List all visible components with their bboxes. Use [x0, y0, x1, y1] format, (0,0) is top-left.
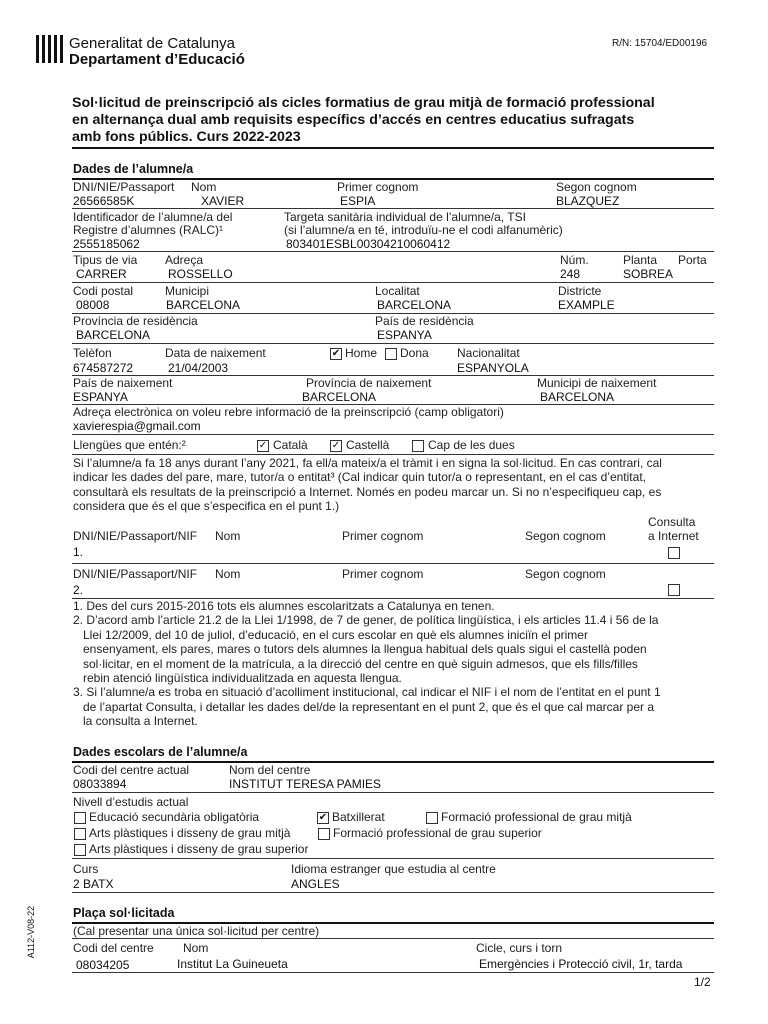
castella-label: Castellà [346, 438, 390, 452]
cognom2-label: Segon cognom [556, 180, 637, 194]
idioma-label: Idioma estranger que estudia al centre [291, 862, 496, 876]
idioma-value[interactable]: ANGLES [291, 877, 340, 891]
ralc-label: Identificador de l’alumne/a del [73, 210, 233, 224]
department-name: Departament d’Educació [69, 51, 245, 68]
reference-number: R/N: 15704/ED00196 [612, 38, 708, 49]
nom-label: Nom [191, 180, 217, 194]
org-name: Generalitat de Catalunya [69, 35, 235, 52]
tsi-value[interactable]: 803401ESBL00304210060412 [286, 237, 451, 251]
fpgs-checkbox[interactable] [318, 828, 330, 840]
batx-label: Batxillerat [332, 810, 385, 824]
llengues-label: Llengües que entén:² [73, 438, 186, 452]
pais-res-value[interactable]: ESPANYA [377, 328, 432, 342]
placa-nom-value[interactable]: Institut La Guineueta [177, 957, 288, 971]
tutor2-consulta-checkbox[interactable] [668, 584, 680, 596]
apgm-label: Arts plàstiques i disseny de grau mitjà [89, 826, 291, 840]
nivell-label: Nivell d’estudis actual [73, 795, 189, 809]
school-codi-value[interactable]: 08033894 [73, 777, 127, 791]
tutor2-c2-label: Segon cognom [525, 567, 606, 581]
tutor2-c1-label: Primer cognom [342, 567, 424, 581]
planta-label: Planta [623, 253, 658, 267]
catala-checkbox[interactable]: ✓ [258, 440, 268, 451]
tutor1-consulta-checkbox[interactable] [668, 547, 680, 559]
naix-value[interactable]: 21/04/2003 [168, 361, 229, 375]
cognom1-value[interactable]: ESPIA [340, 194, 376, 208]
municipi-value[interactable]: BARCELONA [166, 298, 241, 312]
fpgs-label: Formació professional de grau superior [333, 826, 542, 840]
fpgm-checkbox[interactable] [426, 812, 438, 824]
apgs-checkbox[interactable] [74, 844, 86, 856]
districte-value[interactable]: EXAMPLE [558, 298, 615, 312]
via-label: Tipus de via [73, 253, 138, 267]
ralc-value[interactable]: 2555185062 [73, 237, 140, 251]
cp-label: Codi postal [73, 284, 134, 298]
nac-label: Nacionalitat [457, 346, 520, 360]
tel-value[interactable]: 674587272 [73, 361, 134, 375]
tel-label: Telèfon [73, 346, 112, 360]
page-number: 1/2 [694, 975, 711, 989]
tsi-label: Targeta sanitària individual de l’alumne/a, TSI [284, 210, 526, 224]
tutor1-c2-label: Segon cognom [525, 529, 606, 543]
prov-res-label: Província de residència [73, 314, 198, 328]
catala-label: Català [273, 438, 308, 452]
prov-naix-label: Província de naixement [306, 376, 432, 390]
mun-naix-value[interactable]: BARCELONA [540, 390, 615, 404]
dona-checkbox[interactable] [385, 348, 397, 360]
email-label: Adreça electrònica on voleu rebre informació de la preinscripció (camp obligatori) [73, 405, 504, 419]
fpgm-label: Formació professional de grau mitjà [441, 810, 632, 824]
curs-value[interactable]: 2 BATX [73, 877, 114, 891]
consulta-label: Consulta [648, 515, 696, 529]
tutor2-dni-label: DNI/NIE/Passaport/NIF [73, 567, 198, 581]
batx-checkbox[interactable]: ✔ [318, 812, 328, 823]
section-title-school: Dades escolars de l’alumne/a [73, 745, 248, 759]
eso-label: Educació secundària obligatòria [89, 810, 260, 824]
tutor-instructions: Si l’alumne/a fa 18 anys durant l’any 2021, fa ell/a mateix/a el tràmit i en signa la sol·licitud. En cas contrari, cal indicar les dades del pare, mare, tutor/a o entitat³ (Cal indicar quin tutor/a o representant, en el cas d’entitat, consultarà els resultats de la preinscripció a Internet. Només en podeu marcar un. Si no n’especifiqueu cap, es considera que és el que s’especifica en el punt 1.) [73, 456, 662, 514]
tutor2-number: 2. [73, 583, 84, 597]
num-label: Núm. [560, 253, 589, 267]
via-value[interactable]: CARRER [76, 267, 127, 281]
apgm-checkbox[interactable] [74, 828, 86, 840]
pais-naix-value[interactable]: ESPANYA [73, 390, 128, 404]
logo [36, 33, 64, 65]
tutor1-nom-label: Nom [215, 529, 241, 543]
home-label: Home [345, 346, 378, 360]
municipi-label: Municipi [165, 284, 210, 298]
localitat-value[interactable]: BARCELONA [377, 298, 452, 312]
placa-cicle-value[interactable]: Emergències i Protecció civil, 1r, tarda [479, 957, 683, 971]
prov-naix-value[interactable]: BARCELONA [302, 390, 377, 404]
dni-label: DNI/NIE/Passaport [73, 180, 175, 194]
cap-checkbox[interactable] [412, 440, 424, 452]
section-title-student: Dades de l’alumne/a [73, 162, 194, 176]
planta-value[interactable]: SOBREA [623, 267, 674, 281]
curs-label: Curs [73, 862, 99, 876]
pais-naix-label: País de naixement [73, 376, 173, 390]
footnotes: 1. Des del curs 2015-2016 tots els alumnes escolaritzats a Catalunya en tenen. 2. D’acord amb l’article 21.2 de la Llei 1/1998, de 7 de gener, de política lingüística, i els articles 11.4 i 56 de la Llei 12/2009, del 10 de juliol, d’educació, en el curs escolar en què els alumnes iniciïn el primer ensenyament, els pares, mares o tutors dels alumnes la llengua habitual dels quals sigui el castellà poden sol·licitar, en el moment de la matrícula, a la direcció del centre en què siguin admesos, que els fills/filles rebin atenció lingüística individualitzada en aquesta llengua. 3. Si l’alumne/a es troba en situació d’acolliment institucional, cal indicar el NIF i el nom de l’entitat en el punt 1 de l’apartat Consulta, i detallar les dades del/de la representant en el punt 2, que és el que cal marcar per a la consulta a Internet. [73, 599, 661, 729]
dni-value[interactable]: 26566585K [73, 194, 135, 208]
tutor2-nom-label: Nom [215, 567, 241, 581]
districte-label: Districte [558, 284, 602, 298]
form-code-vertical: A112-V08-22 [26, 905, 36, 959]
placa-nom-label: Nom [183, 941, 209, 955]
nom-value[interactable]: XAVIER [201, 194, 245, 208]
placa-cicle-label: Cicle, curs i torn [476, 941, 563, 955]
cp-value[interactable]: 08008 [76, 298, 110, 312]
naix-label: Data de naixement [165, 346, 266, 360]
adreca-label: Adreça [165, 253, 204, 267]
localitat-label: Localitat [375, 284, 420, 298]
pais-res-label: País de residència [375, 314, 474, 328]
tutor1-dni-label: DNI/NIE/Passaport/NIF [73, 529, 198, 543]
school-codi-label: Codi del centre actual [73, 763, 190, 777]
eso-checkbox[interactable] [74, 812, 86, 824]
cognom1-label: Primer cognom [337, 180, 419, 194]
cap-label: Cap de les dues [428, 438, 515, 452]
email-value[interactable]: xavierespia@gmail.com [73, 419, 201, 433]
mun-naix-label: Municipi de naixement [537, 376, 657, 390]
castella-checkbox[interactable]: ✓ [331, 440, 341, 451]
home-checkbox[interactable]: ✔ [331, 348, 341, 359]
num-value[interactable]: 248 [560, 267, 581, 281]
school-nom-value[interactable]: INSTITUT TERESA PAMIES [229, 777, 382, 791]
adreca-value[interactable]: ROSSELLO [168, 267, 233, 281]
placa-note: (Cal presentar una única sol·licitud per centre) [73, 924, 320, 938]
section-title-placa: Plaça sol·licitada [73, 906, 175, 920]
form-title: Sol·licitud de preinscripció als cicles formatius de grau mitjà de formació professional en alternança dual amb requisits específics d’accés en centres educatius sufragats amb fons públics. Curs 2022-2023 [72, 95, 655, 145]
tutor1-c1-label: Primer cognom [342, 529, 424, 543]
cognom2-value[interactable]: BLAZQUEZ [556, 194, 620, 208]
title-rule [72, 147, 714, 149]
tutor1-number: 1. [73, 545, 84, 559]
apgs-label: Arts plàstiques i disseny de grau superior [89, 842, 309, 856]
placa-codi-value[interactable]: 08034205 [76, 958, 130, 972]
placa-codi-label: Codi del centre [73, 941, 154, 955]
nac-value[interactable]: ESPANYOLA [457, 361, 529, 375]
prov-res-value[interactable]: BARCELONA [76, 328, 151, 342]
dona-label: Dona [400, 346, 429, 360]
porta-label: Porta [678, 253, 707, 267]
school-nom-label: Nom del centre [229, 763, 311, 777]
